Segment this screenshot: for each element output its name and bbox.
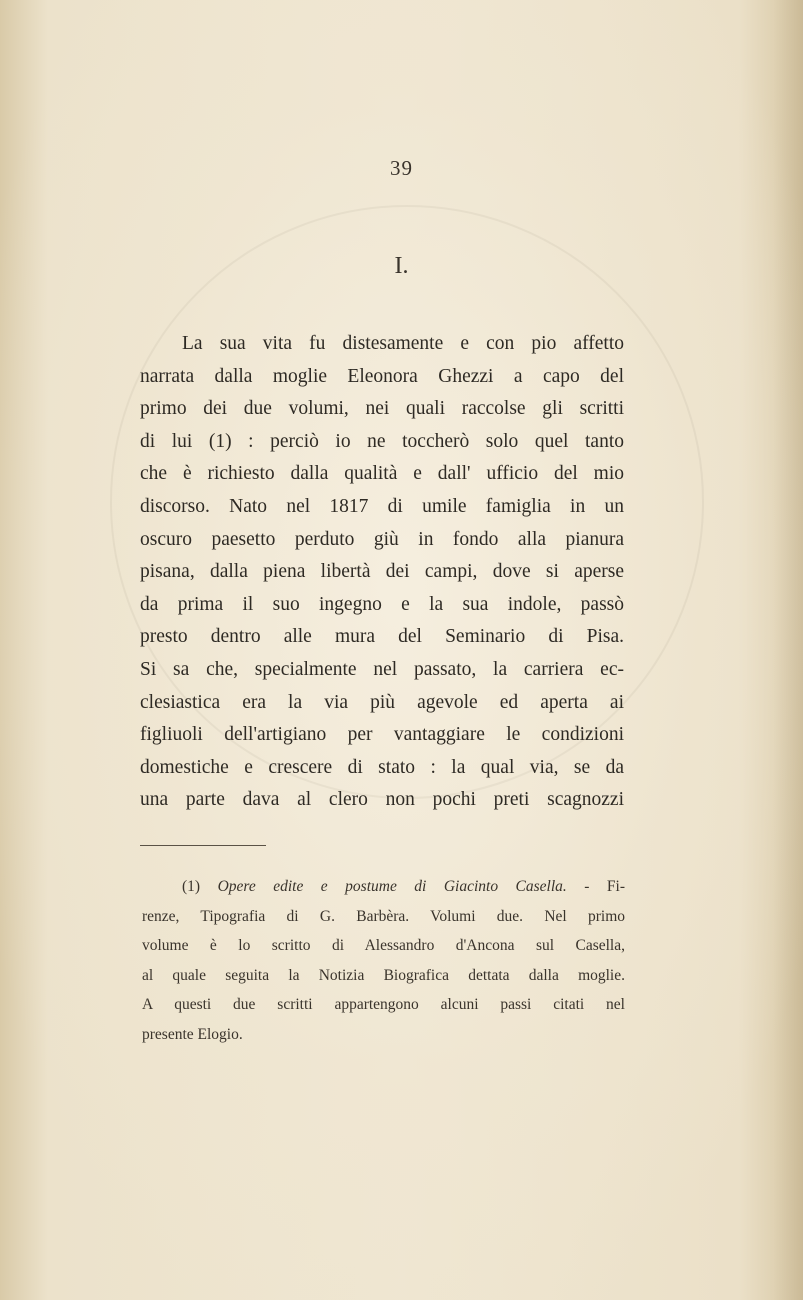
body-line: presto dentro alle mura del Seminario di Pisa. <box>140 626 624 648</box>
footnote-line: presente Elogio. <box>142 1025 243 1043</box>
body-line: discorso. Nato nel 1817 di umile famiglia in un <box>140 495 624 517</box>
body-line: clesiastica era la via più agevole ed aperta ai <box>140 691 624 713</box>
footnote-line: al quale seguita la Notizia Biografica dettata dalla moglie. <box>142 966 625 984</box>
body-line: domestiche e crescere di stato : la qual via, se da <box>140 756 624 778</box>
body-line: figliuoli dell'artigiano per vantaggiare le condizioni <box>140 724 624 746</box>
footnote-title: Opere edite e postume di Giacinto Casella. <box>217 878 567 895</box>
body-line: narrata dalla moglie Eleonora Ghezzi a capo del <box>140 365 624 387</box>
page-edge-shadow <box>773 0 803 1300</box>
body-line: Si sa che, specialmente nel passato, la carriera ec- <box>140 658 624 680</box>
body-paragraph <box>140 328 624 817</box>
footnote-line: renze, Tipografia di G. Barbèra. Volumi due. Nel primo <box>142 907 625 925</box>
footnote-line <box>142 872 625 902</box>
body-line: primo dei due volumi, nei quali raccolse gli scritti <box>140 398 624 420</box>
body-line: La sua vita fu distesamente e con pio affetto <box>182 333 624 354</box>
body-line: che è richiesto dalla qualità e dall' ufficio del mio <box>140 463 624 485</box>
footnote-line: volume è lo scritto di Alessandro d'Ancona sul Casella, <box>142 937 625 954</box>
body-line: una parte dava al clero non pochi preti scagnozzi <box>140 789 624 811</box>
footnote-line: A questi due scritti appartengono alcuni passi citati nel <box>142 996 625 1013</box>
body-line: da prima il suo ingegno e la sua indole, passò <box>140 593 624 615</box>
body-line: pisana, dalla piena libertà dei campi, dove si aperse <box>140 561 624 583</box>
section-heading: I. <box>394 253 409 279</box>
footnote <box>142 872 625 1049</box>
body-line: di lui (1) : perciò io ne toccherò solo quel tanto <box>140 430 624 452</box>
footnote-separator <box>140 845 266 846</box>
footnote-line-rest: - Fi- <box>566 878 625 895</box>
page-number: 39 <box>390 156 413 180</box>
footnote-marker: (1) <box>182 878 201 895</box>
body-line: oscuro paesetto perduto giù in fondo alla pianura <box>140 528 624 550</box>
